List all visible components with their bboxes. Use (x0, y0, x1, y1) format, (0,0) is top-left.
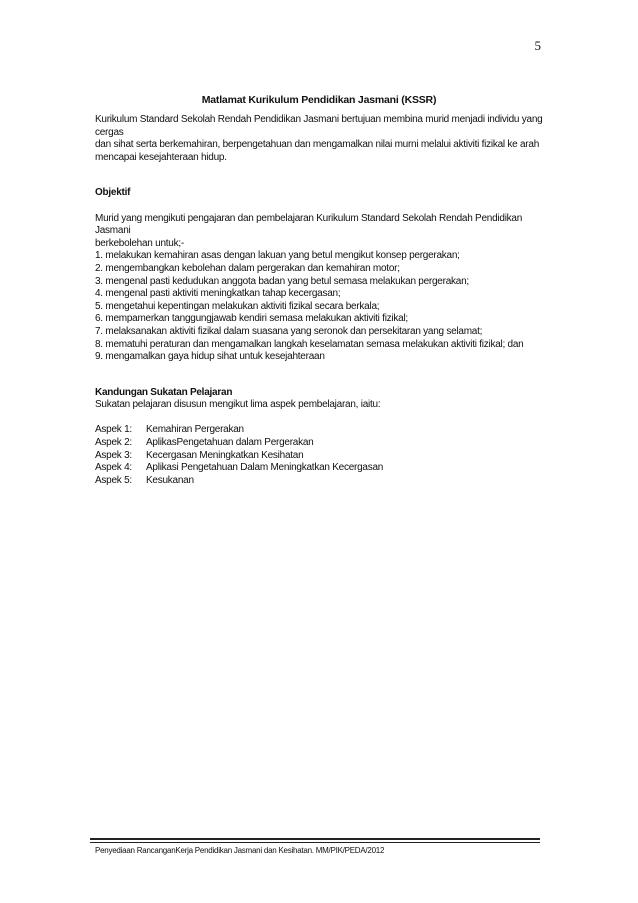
objective-item: 1. melakukan kemahiran asas dengan lakuan yang betul mengikut konsep pergerakan; (95, 250, 460, 262)
footer-text: Penyediaan RancanganKerja Pendidikan Jasmani dan Kesihatan. MM/PIK/PEDA/2012 (95, 846, 385, 855)
aspect-label: Aspek 3: (95, 449, 132, 461)
kandungan-section (95, 387, 550, 488)
aspect-row (95, 450, 550, 463)
objective-item: 2. mengembangkan kebolehan dalam pergerakan dan kemahiran motor; (95, 262, 400, 274)
aspect-row (95, 424, 550, 437)
page-number: 5 (534, 38, 541, 53)
aspect-row (95, 462, 550, 475)
aspect-label: Aspek 5: (95, 474, 132, 486)
objektif-heading: Objektif (95, 187, 131, 199)
objektif-lead-line: berkebolehan untuk;- (95, 237, 184, 249)
footer-divider (90, 838, 540, 843)
aspect-row (95, 437, 550, 450)
objective-item: 7. melaksanakan aktiviti fizikal dalam suasana yang seronok dan persekitaran yang selamat; (95, 325, 483, 337)
aspect-label: Aspek 2: (95, 437, 132, 449)
aspect-text: Kecergasan Meningkatkan Kesihatan (146, 449, 304, 461)
document-body (95, 114, 550, 487)
intro-line: dan sihat serta berkemahiran, berpengetahuan dan mengamalkan nilai murni melalui aktiviti fizikal ke arah (95, 139, 540, 151)
objektif-section (95, 187, 550, 363)
intro-line: Kurikulum Standard Sekolah Rendah Pendidikan Jasmani bertujuan membina murid menjadi individu yang cergas (95, 114, 543, 138)
aspect-label: Aspek 4: (95, 462, 132, 474)
page-title: Matlamat Kurikulum Pendidikan Jasmani (KSSR) (201, 94, 437, 106)
intro-line: mencapai kesejahteraan hidup. (95, 151, 227, 163)
objective-item: 8. mematuhi peraturan dan mengamalkan langkah keselamatan semasa melakukan aktiviti fizikal; dan (95, 338, 524, 350)
objective-item: 4. mengenal pasti aktiviti meningkatkan tahap kecergasan; (95, 288, 341, 300)
aspect-label: Aspek 1: (95, 424, 132, 436)
objective-item: 6. mempamerkan tanggungjawab kendiri semasa melakukan aktiviti fizikal; (95, 313, 408, 325)
objektif-lead-line: Murid yang mengikuti pengajaran dan pembelajaran Kurikulum Standard Sekolah Rendah Pendidikan Jasmani (95, 212, 523, 237)
intro-paragraph (95, 114, 550, 164)
aspect-row (95, 475, 550, 488)
aspect-text: Aplikasi Pengetahuan Dalam Meningkatkan Kecergasan (146, 462, 384, 474)
objective-item: 5. mengetahui kepentingan melakukan aktiviti fizikal secara berkala; (95, 300, 380, 312)
kandungan-lead: Sukatan pelajaran disusun mengikut lima aspek pembelajaran, iaitu: (95, 399, 381, 411)
aspect-text: Kemahiran Pergerakan (146, 424, 244, 436)
objective-item: 9. mengamalkan gaya hidup sihat untuk kesejahteraan (95, 351, 325, 363)
kandungan-heading: Kandungan Sukatan Pelajaran (95, 386, 233, 398)
aspect-text: AplikasPengetahuan dalam Pergerakan (146, 437, 314, 449)
objective-item: 3. mengenal pasti kedudukan anggota badan yang betul semasa melakukan pergerakan; (95, 275, 469, 287)
aspect-text: Kesukanan (146, 474, 194, 486)
